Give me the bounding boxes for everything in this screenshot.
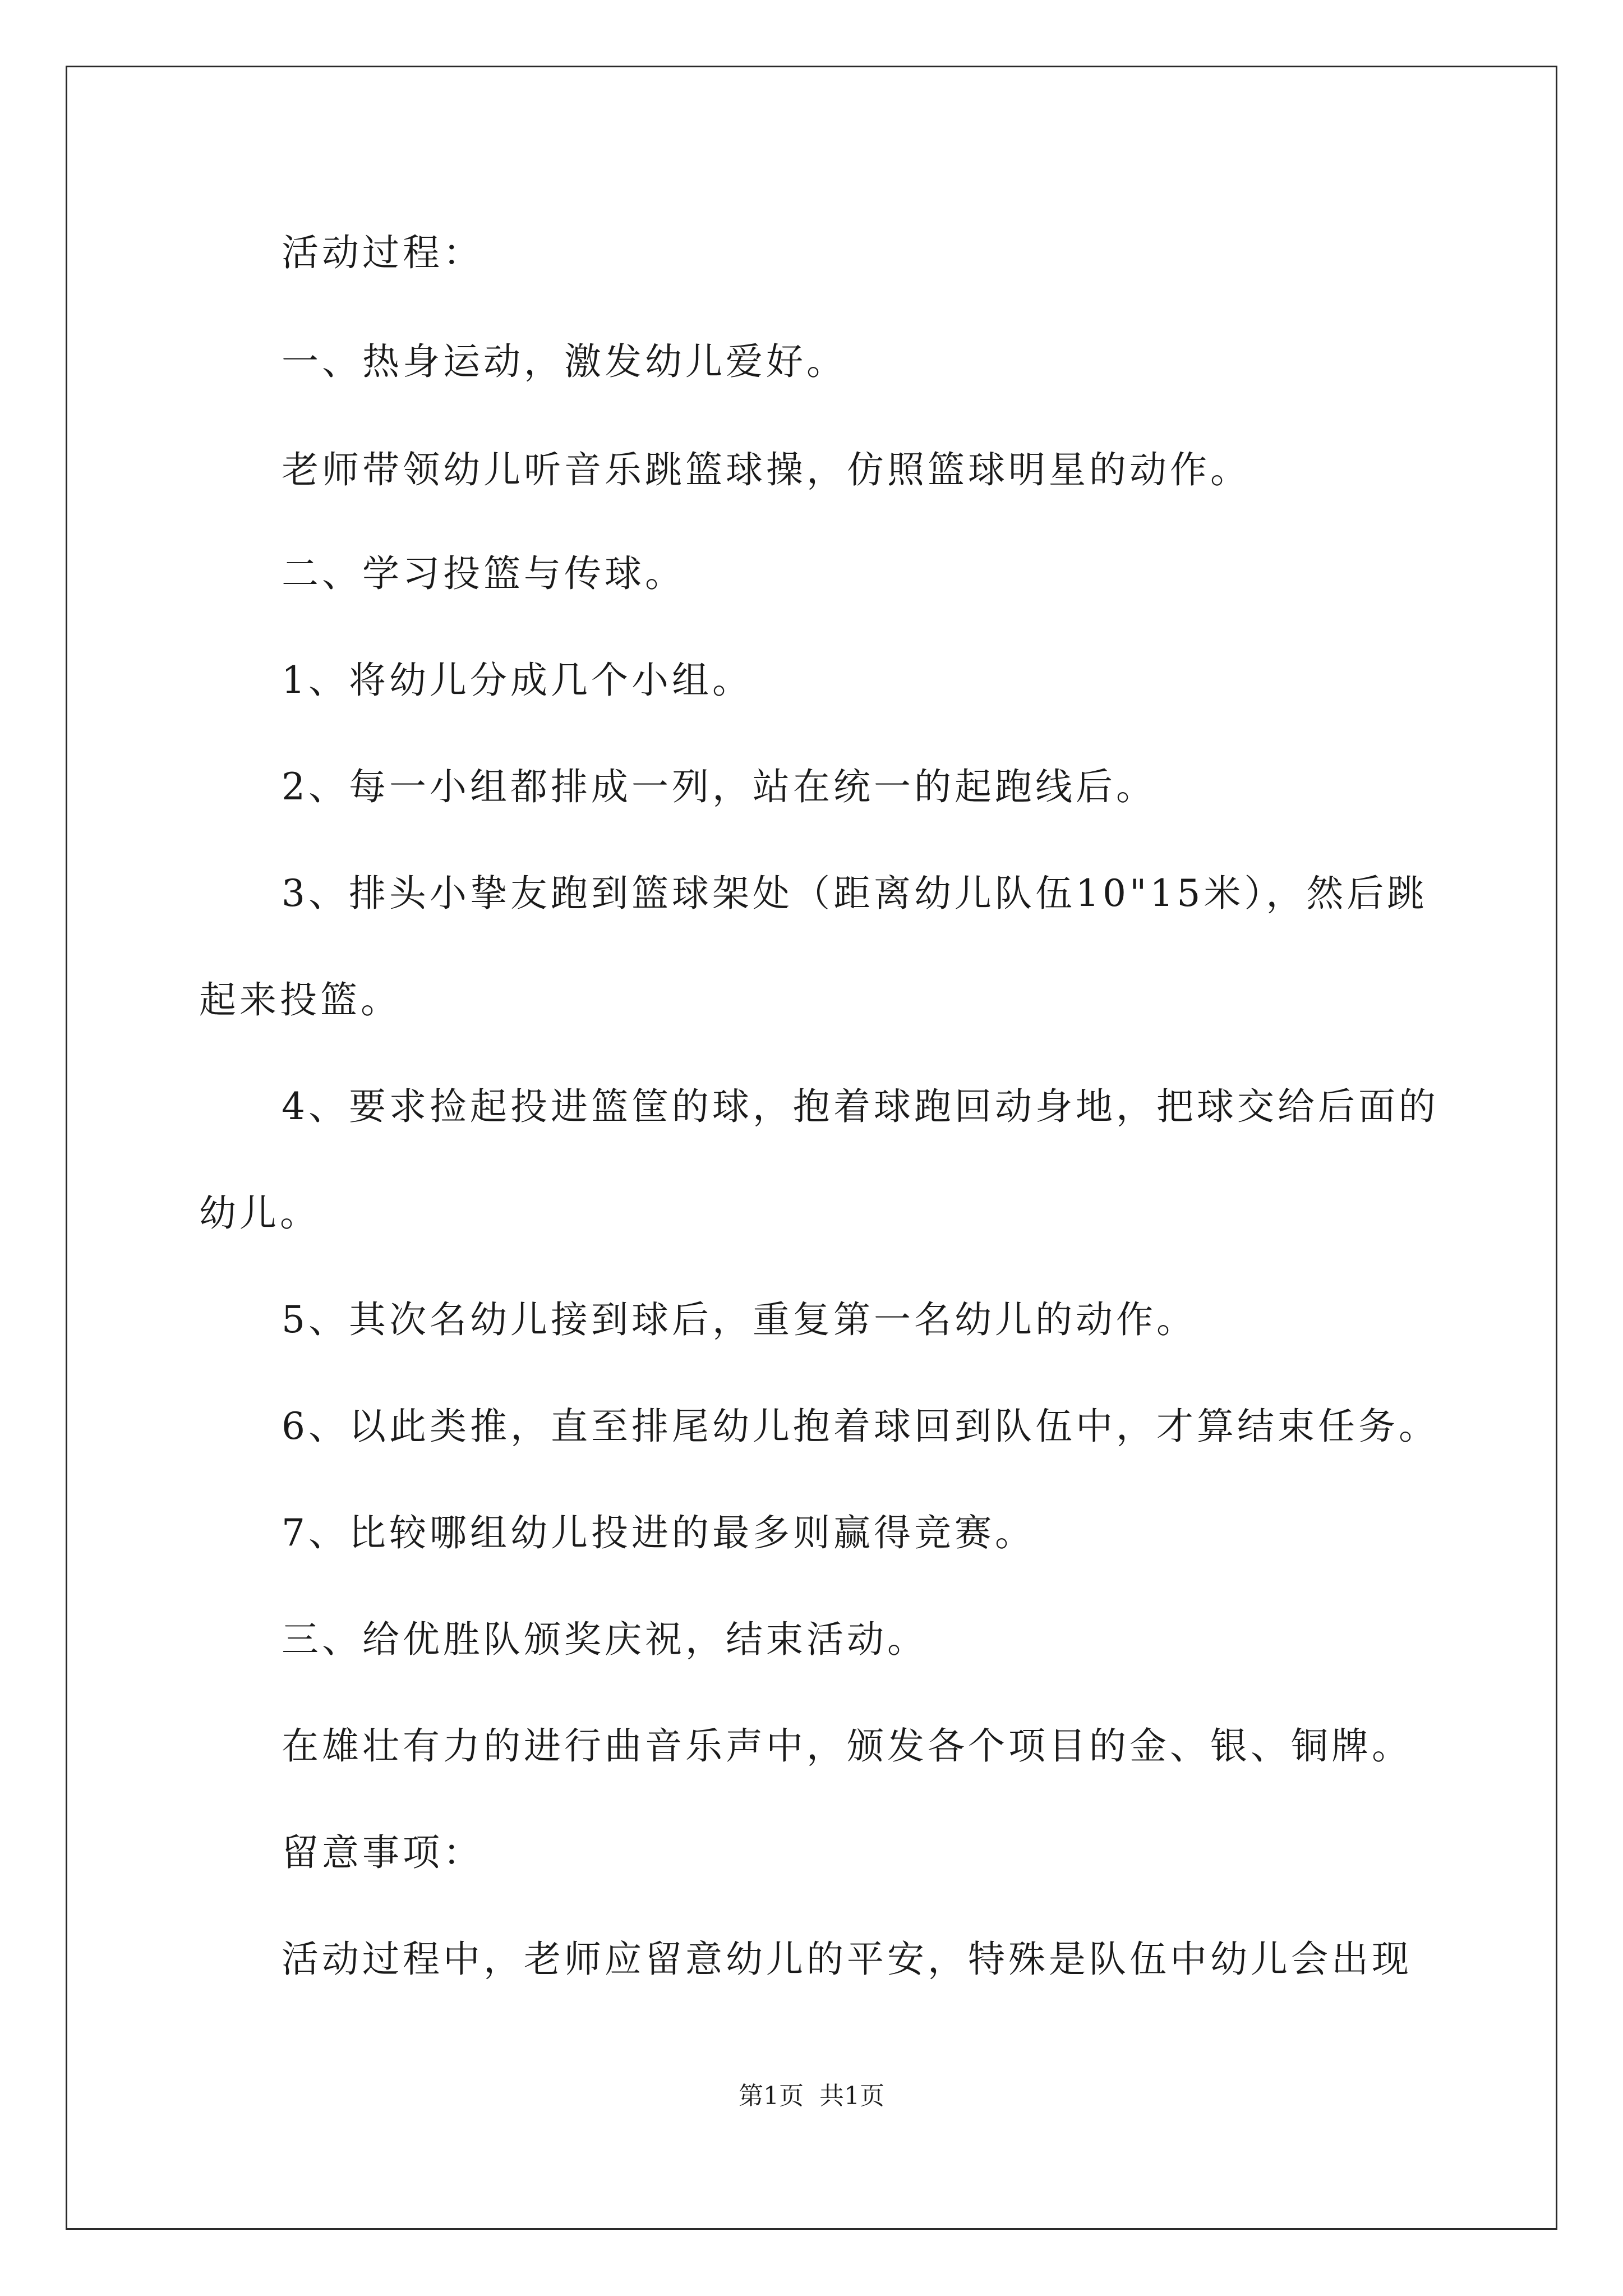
paragraph-line: 1、将幼儿分成几个小组。 <box>282 659 753 702</box>
paragraph-line: 2、每一小组都排成一列，站在统一的起跑线后。 <box>282 765 1156 808</box>
heading-notes: 留意事项： <box>282 1831 483 1874</box>
page-footer: 第1页 共1页 <box>739 2082 884 2110</box>
paragraph-line: 4、要求捡起投进篮筐的球，抱着球跑回动身地，把球交给后面的 <box>282 1085 1439 1128</box>
heading-activity-process: 活动过程： <box>282 231 483 274</box>
paragraph-line: 活动过程中，老师应留意幼儿的平安，特殊是队伍中幼儿会出现 <box>282 1938 1412 1981</box>
paragraph-line: 7、比较哪组幼儿投进的最多则赢得竞赛。 <box>282 1511 1035 1554</box>
page-border <box>66 66 1557 2230</box>
paragraph-line: 一、热身运动，激发幼儿爱好。 <box>282 340 847 383</box>
paragraph-line: 3、排头小挚友跑到篮球架处（距离幼儿队伍10"15米），然后跳 <box>282 872 1428 915</box>
paragraph-line-continued: 起来投篮。 <box>199 978 401 1022</box>
paragraph-line: 在雄壮有力的进行曲音乐声中，颁发各个项目的金、银、铜牌。 <box>282 1724 1412 1768</box>
paragraph-line: 二、学习投篮与传球。 <box>282 552 685 595</box>
paragraph-line: 三、给优胜队颁奖庆祝，结束活动。 <box>282 1618 928 1661</box>
paragraph-line: 5、其次名幼儿接到球后，重复第一名幼儿的动作。 <box>282 1298 1197 1341</box>
paragraph-line: 老师带领幼儿听音乐跳篮球操，仿照篮球明星的动作。 <box>282 448 1251 491</box>
paragraph-line: 6、以此类推，直至排尾幼儿抱着球回到队伍中，才算结束任务。 <box>282 1405 1439 1448</box>
paragraph-line-continued: 幼儿。 <box>199 1191 320 1235</box>
